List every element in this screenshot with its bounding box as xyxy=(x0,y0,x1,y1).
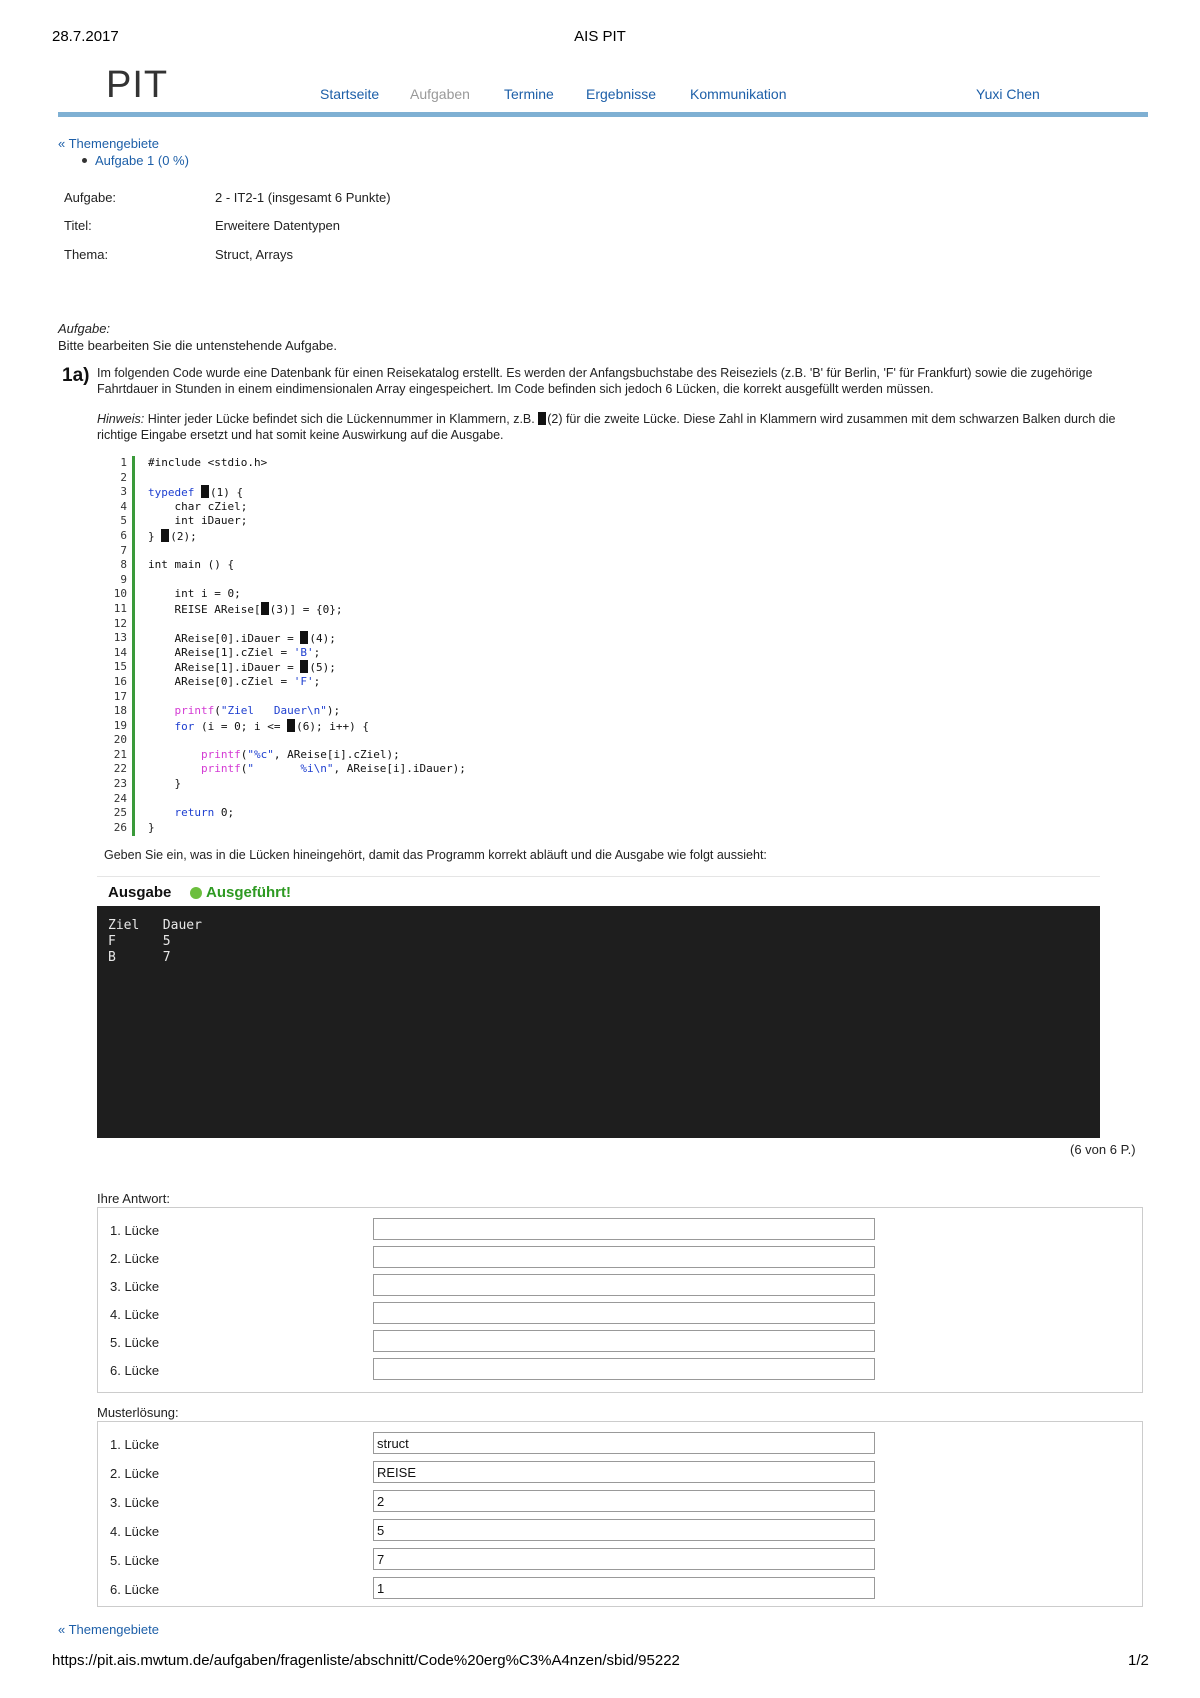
code-line: 7 xyxy=(120,543,127,557)
nav-termine[interactable]: Termine xyxy=(504,86,554,102)
meta-label: Thema: xyxy=(64,247,109,262)
answer-row-label: 6. Lücke xyxy=(110,1363,160,1378)
solution-row-label: 3. Lücke xyxy=(110,1495,160,1510)
code-line: 22 printf(" %i\n", AReise[i].iDauer); xyxy=(113,762,466,776)
code-line: 21 printf("%c", AReise[i].cZiel); xyxy=(113,747,400,761)
output-terminal xyxy=(97,906,1100,1138)
back-to-topics-link-bottom[interactable]: « Themengebiete xyxy=(58,1622,159,1637)
code-line: 5 int iDauer; xyxy=(120,514,248,528)
meta-value: Erweitere Datentypen xyxy=(215,218,341,233)
answer-row-label: 4. Lücke xyxy=(110,1307,160,1322)
code-line: 20 xyxy=(113,733,127,747)
solution-label: Musterlösung: xyxy=(97,1405,179,1420)
breadcrumb-item xyxy=(82,153,189,168)
gap-marker xyxy=(287,719,295,732)
gap-marker xyxy=(300,631,308,644)
answer-row-label: 2. Lücke xyxy=(110,1251,160,1266)
output-title: Ausgabe xyxy=(108,884,172,901)
code-line: 13 AReise[0].iDauer = (4); xyxy=(113,631,336,646)
code-line: 3 typedef (1) { xyxy=(120,485,244,500)
gap-marker xyxy=(538,412,546,425)
solution-field-2 xyxy=(373,1461,875,1483)
user-link[interactable]: Yuxi Chen xyxy=(976,86,1040,102)
answer-input-1[interactable] xyxy=(373,1218,875,1240)
code-line: 10 int i = 0; xyxy=(113,587,241,601)
nav-aufgaben[interactable]: Aufgaben xyxy=(410,86,470,102)
question-text: Im folgenden Code wurde eine Datenbank für einen Reisekatalog erstellt. Es werden der Anfangsbuchstabe des Reiseziels (z.B. 'B' für Berlin, 'F' für Frankfurt) sowie die zugehörige Fahrtdauer in Stunden in einem eindimensionalen Array eingespeichert. Im Code befinden sich jedoch 6 Lücken, die korrekt ausgefüllt werden müssen. xyxy=(97,366,1093,396)
nav-ergebnisse[interactable]: Ergebnisse xyxy=(586,86,657,102)
code-line: 26 } xyxy=(113,820,155,834)
solution-field-1 xyxy=(373,1432,875,1454)
solution-field-4 xyxy=(373,1519,875,1541)
task-intro-text: Bitte bearbeiten Sie die untenstehende Aufgabe. xyxy=(58,338,337,353)
success-icon xyxy=(190,887,202,899)
hint-text-b: für die zweite Lücke. Diese Zahl in Klammern wird zusammen mit dem schwarzen Balken durch die richtige Eingabe ersetzt und hat somit keine Auswirkung auf die Ausgabe. xyxy=(97,412,1116,442)
print-date: 28.7.2017 xyxy=(52,28,119,45)
code-line: 23 } xyxy=(113,777,182,791)
nav-underline-bar xyxy=(58,112,1148,117)
hint-text-a: Hinter jeder Lücke befindet sich die Lückennummer in Klammern, z.B. xyxy=(147,412,539,426)
meta-label: Titel: xyxy=(64,218,92,233)
document-title: AIS PIT xyxy=(574,28,626,45)
question-prompt: Geben Sie ein, was in die Lücken hineingehört, damit das Programm korrekt abläuft und die Ausgabe wie folgt aussieht: xyxy=(104,848,767,862)
code-line: 17 xyxy=(113,689,127,703)
code-line: 12 xyxy=(113,616,127,630)
solution-row-label: 5. Lücke xyxy=(110,1553,160,1568)
solution-row-label: 4. Lücke xyxy=(110,1524,160,1539)
app-logo[interactable]: PIT xyxy=(106,64,169,106)
code-line: 11 REISE AReise[ (3)] = {0}; xyxy=(113,601,343,616)
code-line: 4 char cZiel; xyxy=(120,499,248,513)
gap-marker xyxy=(261,602,269,615)
code-line: 16 AReise[0].cZiel = 'F'; xyxy=(113,674,321,688)
score-label: (6 von 6 P.) xyxy=(1070,1142,1136,1157)
gap-marker xyxy=(300,660,308,673)
answer-input-6[interactable] xyxy=(373,1358,875,1380)
solution-row-label: 6. Lücke xyxy=(110,1582,160,1597)
answer-row-label: 1. Lücke xyxy=(110,1223,160,1238)
gap-marker xyxy=(201,485,209,498)
code-line: 14 AReise[1].cZiel = 'B'; xyxy=(113,645,321,659)
answers-label: Ihre Antwort: xyxy=(97,1191,170,1206)
hint-label: Hinweis: xyxy=(97,412,145,426)
code-line: 9 xyxy=(120,572,127,586)
task-intro-label: Aufgabe: xyxy=(58,321,111,336)
nav-startseite[interactable]: Startseite xyxy=(320,86,380,102)
footer-url: https://pit.ais.mwtum.de/aufgaben/fragenliste/abschnitt/Code%20erg%C3%A4nzen/sbid/95222 xyxy=(52,1652,680,1669)
footer-page-number: 1/2 xyxy=(1128,1652,1149,1669)
code-line: 8 int main () { xyxy=(120,558,235,572)
answer-row-label: 3. Lücke xyxy=(110,1279,160,1294)
code-line: 6 } (2); xyxy=(120,528,197,543)
terminal-line: Ziel Dauer xyxy=(108,918,202,933)
meta-value: 2 - IT2-1 (insgesamt 6 Punkte) xyxy=(215,190,391,205)
output-status: Ausgeführt! xyxy=(206,884,291,901)
solution-row-label: 1. Lücke xyxy=(110,1437,160,1452)
hint-example: (2) xyxy=(547,412,563,426)
back-to-topics-link[interactable]: « Themengebiete xyxy=(58,136,159,151)
code-line: 15 AReise[1].iDauer = (5); xyxy=(113,660,336,675)
gap-marker xyxy=(161,529,169,542)
answer-input-3[interactable] xyxy=(373,1274,875,1296)
terminal-line: B 7 xyxy=(108,950,171,965)
answer-input-4[interactable] xyxy=(373,1302,875,1324)
meta-value: Struct, Arrays xyxy=(215,247,294,262)
solution-row-label: 2. Lücke xyxy=(110,1466,160,1481)
code-line: 19 for (i = 0; i <= (6); i++) { xyxy=(113,718,369,733)
question-hint xyxy=(97,411,1147,443)
nav-kommunikation[interactable]: Kommunikation xyxy=(690,86,787,102)
code-line: 2 xyxy=(120,470,127,484)
code-line: 1 #include <stdio.h> xyxy=(120,456,268,469)
solution-field-5 xyxy=(373,1548,875,1570)
answer-row-label: 5. Lücke xyxy=(110,1335,160,1350)
code-line: 24 xyxy=(113,791,127,805)
solution-field-6 xyxy=(373,1577,875,1599)
task-link[interactable]: Aufgabe 1 (0 %) xyxy=(95,153,189,168)
code-line: 18 printf("Ziel Dauer\n"); xyxy=(113,704,341,718)
bullet-icon xyxy=(82,158,87,163)
question-number: 1a) xyxy=(62,365,90,386)
terminal-line: F 5 xyxy=(108,934,171,949)
solution-field-3 xyxy=(373,1490,875,1512)
answer-input-2[interactable] xyxy=(373,1246,875,1268)
code-line: 25 return 0; xyxy=(113,806,235,820)
code-block xyxy=(110,456,510,835)
answer-input-5[interactable] xyxy=(373,1330,875,1352)
meta-label: Aufgabe: xyxy=(64,190,117,205)
